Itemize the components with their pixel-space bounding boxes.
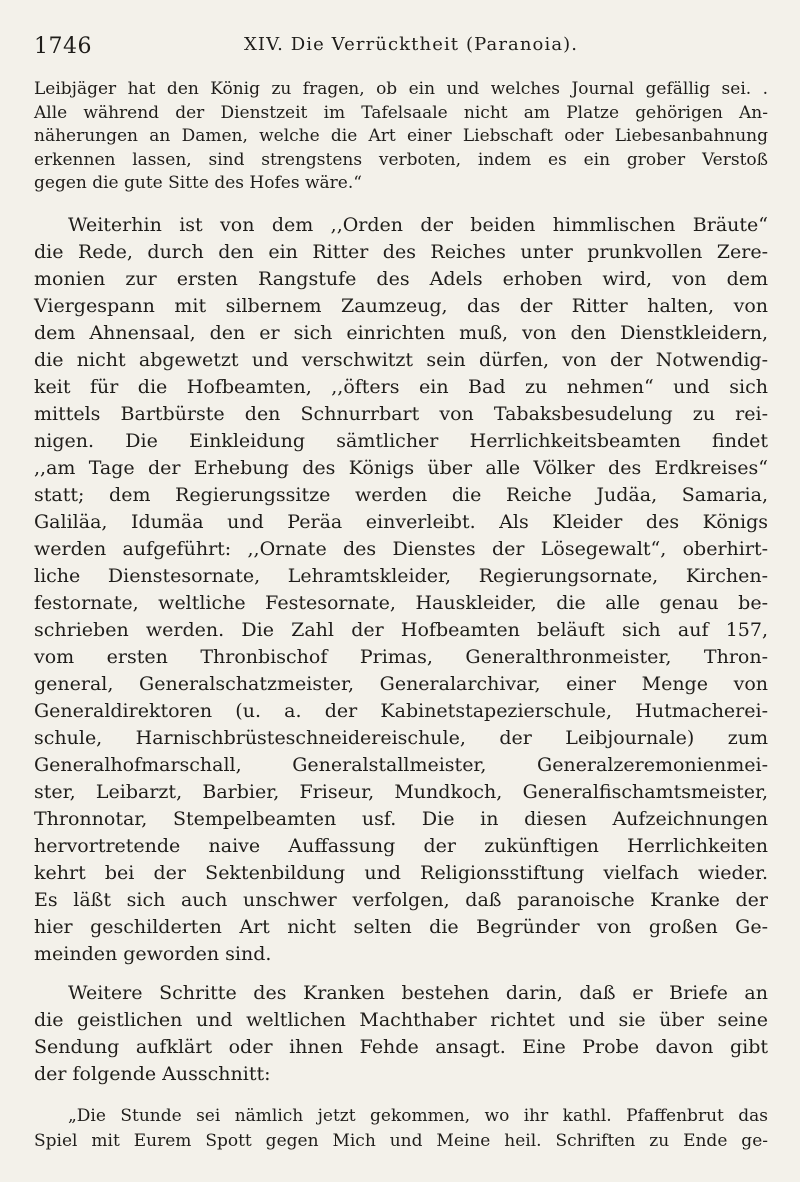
top-quote-line: Leibjäger hat den König zu fragen, ob ein und welches Journal gefällig sei. . [34, 79, 768, 99]
paragraph-one-line: general, Generalschatzmeister, Generalarchivar, einer Menge von [34, 672, 768, 695]
paragraph-one-line: Generalhofmarschall, Generalstallmeister, Generalzeremonienmei- [34, 753, 768, 776]
paragraph-one-line: kehrt bei der Sektenbildung und Religionsstiftung vielfach wieder. [34, 861, 768, 884]
paragraph-one-line: die nicht abgewetzt und verschwitzt sein dürfen, von der Notwendig- [34, 348, 768, 371]
paragraph-one-line: hervortretende naive Auffassung der zukünftigen Herrlichkeiten [34, 834, 768, 857]
paragraph-one-line: statt; dem Regierungssitze werden die Reiche Judäa, Samaria, [34, 483, 768, 506]
top-quote-line: Alle während der Dienstzeit im Tafelsaale nicht am Platze gehörigen An- [34, 102, 768, 123]
bottom-quote-line: „Die Stunde sei nämlich jetzt gekommen, wo ihr kathl. Pfaffenbrut das [68, 1105, 768, 1126]
top-quote-line: näherungen an Damen, welche die Art einer Liebschaft oder Liebesanbahnung [34, 126, 768, 146]
top-quote-block [34, 78, 768, 196]
running-head: XIV. Die Verrücktheit (Paranoia). [244, 34, 579, 55]
paragraph-one-line: Thronnotar, Stempelbeamten usf. Die in diesen Aufzeichnungen [34, 807, 768, 830]
paragraph-one-line: mittels Bartbürste den Schnurrbart von Tabaksbesudelung zu rei- [34, 402, 768, 425]
top-quote-line: gegen die gute Sitte des Hofes wäre.“ [34, 173, 362, 193]
paragraph-one-line: schule, Harnischbrüsteschneidereischule, der Leibjournale) zum [34, 726, 768, 749]
paragraph-one-line: liche Dienstesornate, Lehramtskleider, Regierungsornate, Kirchen- [34, 564, 768, 587]
paragraph-two-line: Sendung aufklärt oder ihnen Fehde ansagt. Eine Probe davon gibt [34, 1035, 768, 1058]
paragraph-one-line: meinden geworden sind. [34, 942, 272, 965]
paragraph-one-line: monien zur ersten Rangstufe des Adels erhoben wird, von dem [34, 267, 768, 290]
paragraph-one [34, 212, 768, 968]
paragraph-one-line: vom ersten Thronbischof Primas, Generalthronmeister, Thron- [34, 645, 768, 668]
top-quote-line: erkennen lassen, sind strengstens verboten, indem es ein grober Verstoß [34, 149, 768, 170]
paragraph-one-line: Viergespann mit silbernem Zaumzeug, das der Ritter halten, von [34, 294, 768, 317]
bottom-quote-block [34, 1104, 768, 1154]
page-number: 1746 [34, 34, 92, 59]
paragraph-one-line: die Rede, durch den ein Ritter des Reiches unter prunkvollen Zere- [34, 240, 768, 263]
paragraph-one-line: Galiläa, Idumäa und Peräa einverleibt. Als Kleider des Königs [34, 510, 768, 533]
paragraph-one-line: ster, Leibarzt, Barbier, Friseur, Mundkoch, Generalfischamtsmeister, [34, 780, 768, 803]
paragraph-two-line: die geistlichen und weltlichen Machthaber richtet und sie über seine [34, 1008, 768, 1031]
paragraph-one-line: Es läßt sich auch unschwer verfolgen, daß paranoische Kranke der [34, 888, 768, 911]
paragraph-two-line: der folgende Ausschnitt: [34, 1062, 271, 1085]
paragraph-one-line: dem Ahnensaal, den er sich einrichten muß, von den Dienstkleidern, [34, 321, 768, 344]
paragraph-two-line: Weitere Schritte des Kranken bestehen darin, daß er Briefe an [68, 981, 768, 1004]
bottom-quote-line: Spiel mit Eurem Spott gegen Mich und Meine heil. Schriften zu Ende ge- [34, 1130, 768, 1151]
paragraph-one-line: keit für die Hofbeamten, ,,öfters ein Bad zu nehmen“ und sich [34, 375, 768, 398]
paragraph-one-line: nigen. Die Einkleidung sämtlicher Herrlichkeitsbeamten findet [34, 429, 768, 452]
paragraph-one-line: werden aufgeführt: ,,Ornate des Dienstes der Lösegewalt“, oberhirt- [34, 537, 768, 560]
paragraph-one-line: Generaldirektoren (u. a. der Kabinetstapezierschule, Hutmacherei- [34, 699, 768, 722]
page-header [34, 34, 768, 64]
paragraph-one-line: ,,am Tage der Erhebung des Königs über alle Völker des Erdkreises“ [34, 456, 768, 479]
paragraph-two [34, 980, 768, 1088]
paragraph-one-line: hier geschilderten Art nicht selten die Begründer von großen Ge- [34, 915, 768, 938]
paragraph-one-line: schrieben werden. Die Zahl der Hofbeamten beläuft sich auf 157, [34, 618, 768, 641]
paragraph-one-line: festornate, weltliche Festesornate, Hauskleider, die alle genau be- [34, 591, 768, 614]
paragraph-one-line: Weiterhin ist von dem ,,Orden der beiden himmlischen Bräute“ [68, 213, 768, 236]
